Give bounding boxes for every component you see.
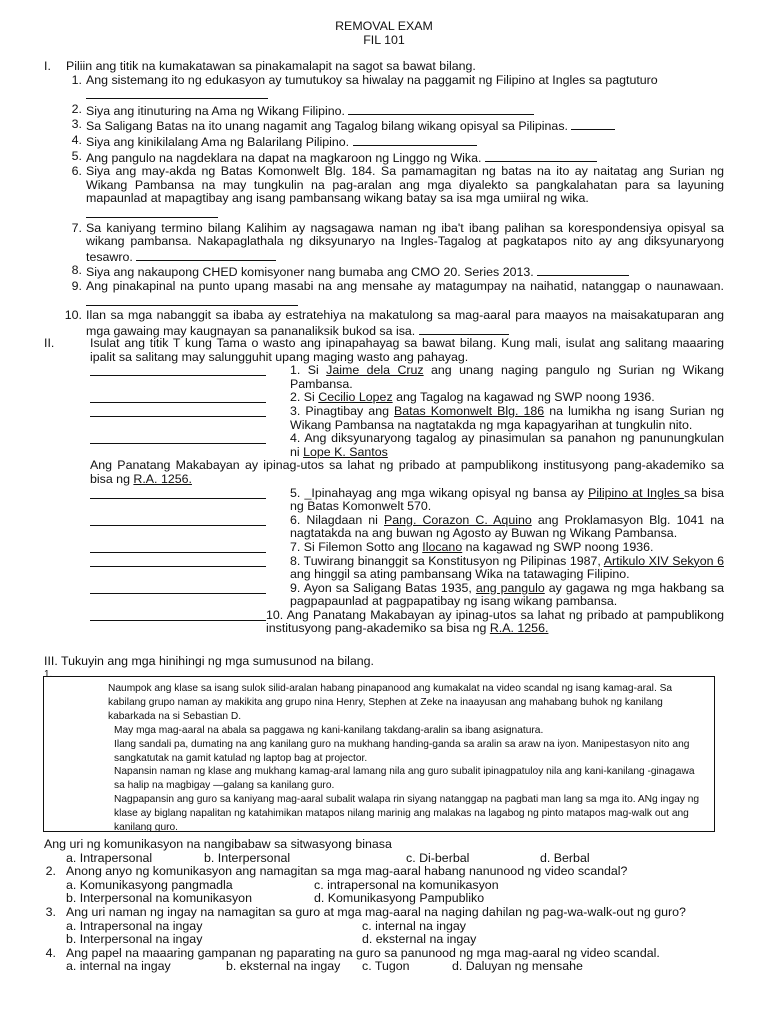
part1-item: [44, 165, 724, 221]
part1-item: [44, 309, 724, 338]
option[interactable]: d. Daluyan ng mensahe: [452, 959, 583, 974]
part1-item: [44, 150, 724, 166]
tf-item: 10. Ang Panatang Makabayan ay ipinag-utos sa lahat ng pribado at pampublikong institusyong pang-akademiko sa bisa ng R.A. 1256.: [44, 609, 724, 636]
item-number: 3.: [71, 117, 82, 132]
q3: 3. Ang uri naman ng ingay na namagitan sa guro at mga mag-aaral na naging dahilan ng pag-wa-walk-out ng guro?: [45, 904, 686, 919]
answer-blank[interactable]: [571, 118, 615, 130]
option[interactable]: b. Interpersonal: [204, 850, 291, 865]
q4-options: [44, 960, 724, 974]
option[interactable]: a. Intrapersonal: [66, 850, 153, 865]
answer-blank[interactable]: [348, 103, 534, 115]
exam-title: REMOVAL EXAM: [335, 19, 433, 33]
underlined-term: Lope K. Santos: [303, 444, 388, 459]
option[interactable]: a. Komunikasyong pangmadla: [66, 877, 233, 892]
stray-statement: Ang Panatang Makabayan ay ipinag-utos sa lahat ng pribado at pampublikong institusyong pang-akademiko sa bisa ng R.A. 1256.: [90, 458, 724, 486]
part1-section: [44, 60, 724, 338]
underlined-term: Pilipino at Ingles: [588, 485, 684, 500]
item-text: Siya ang nakaupong CHED komisyoner nang bumaba ang CMO 20. Series 2013.: [86, 265, 534, 280]
q2-options: [44, 892, 724, 906]
underlined-term: Batas Komonwelt Blg. 186: [394, 403, 545, 418]
item-number: 10.: [64, 308, 82, 323]
part3-marker: 1.: [44, 669, 53, 680]
item-text: Ilan sa mga nabanggit sa ibaba ay estratehiya na makatulong sa mag-aaral para maayos na maisakatuparan ang mga gawaing may kaugnayan sa pananaliksik bukod sa isa.: [86, 308, 724, 338]
tf-item: 7. Si Filemon Sotto ang Ilocano na kagawad ng SWP noong 1936.: [44, 541, 724, 555]
part1-roman: I.: [44, 59, 51, 73]
part1-item: [44, 134, 724, 150]
item-number: 7.: [71, 220, 82, 235]
underlined-term: R.A. 1256.: [133, 471, 192, 486]
option[interactable]: b. Interpersonal na ingay: [66, 932, 203, 947]
exam-header: [0, 19, 768, 47]
tf-item: 2. Si Cecilio Lopez ang Tagalog na kagawad ng SWP noong 1936.: [44, 391, 724, 405]
answer-blank[interactable]: [90, 525, 266, 526]
answer-blank[interactable]: [90, 416, 266, 417]
part1-item: [44, 103, 724, 119]
passage-paragraph: Napansin naman ng klase ang mukhang kamag-aral lamang nila ang guro subalit ipinagpatuloy nila ang kani-kanilang -ginagawa sa halip na magbigay —galang sa kanilang guro.: [114, 766, 695, 792]
answer-blank[interactable]: [86, 206, 218, 218]
option[interactable]: c. intrapersonal na komunikasyon: [314, 877, 499, 892]
q3-options: [44, 920, 724, 934]
item-number: 1.: [71, 72, 82, 87]
answer-blank[interactable]: [90, 566, 266, 567]
answer-blank[interactable]: [90, 498, 266, 499]
exam-subtitle: FIL 101: [363, 33, 405, 47]
tf-item: 1. Si Jaime dela Cruz ang unang naging pangulo ng Surian ng Wikang Pambansa.: [44, 364, 724, 391]
part1-item: [44, 74, 724, 103]
option[interactable]: d. eksternal na ingay: [362, 932, 477, 947]
passage-paragraph: Ilang sandali pa, dumating na ang kanilang guro na mukhang handing-ganda sa aralin sa araw na iyon. Manipestasyon nito ang sangkatutak na gamit katulad ng laptop bag at projector.: [114, 738, 690, 764]
underlined-term: Cecilio Lopez: [318, 390, 393, 405]
q2-text: Anong anyo ng komunikasyon ang namagitan sa mga mag-aaral habang nanunood ng video scandal?: [66, 864, 628, 879]
answer-blank[interactable]: [353, 134, 477, 146]
part1-instruction: Piliin ang titik na kumakatawan sa pinakamalapit na sagot sa bawat bilang.: [66, 59, 476, 73]
option[interactable]: a. Intrapersonal na ingay: [66, 918, 203, 933]
underlined-term: Artikulo XIV Sekyon 6: [603, 553, 724, 568]
part2-section: [44, 337, 724, 636]
answer-blank[interactable]: [136, 249, 276, 261]
underlined-term: ang pangulo: [475, 580, 545, 595]
answer-blank[interactable]: [485, 150, 597, 162]
answer-blank[interactable]: [90, 552, 266, 553]
answer-blank[interactable]: [86, 87, 268, 99]
underlined-term: Jaime dela Cruz: [326, 363, 424, 378]
item-text: Ang pinakapinal na punto upang masabi na ang mensahe ay matagumpay na naihatid, natanggap o naunawaan.: [86, 278, 724, 293]
answer-blank[interactable]: [90, 443, 266, 444]
part2-roman: II.: [44, 336, 55, 350]
part2-instruction-row: [44, 337, 724, 364]
answer-blank[interactable]: [90, 402, 266, 403]
item-text: Ang pangulo na nagdeklara na dapat na magkaroon ng Linggo ng Wika.: [86, 150, 482, 165]
tf-item: 5. _Ipinahayag ang mga wikang opisyal ng bansa ay Pilipino at Ingles sa bisa ng Batas Komonwelt 570.: [44, 487, 724, 514]
part3-questions: [44, 838, 724, 974]
passage-paragraph: May mga mag-aaral na abala sa paggawa ng kani-kanilang takdang-aralin sa ibang asignatura.: [114, 724, 544, 736]
option[interactable]: c. Tugon: [362, 959, 410, 974]
option[interactable]: b. eksternal na ingay: [226, 959, 341, 974]
item-text: Siya ang may-akda ng Batas Komonwelt Blg. 184. Sa pamamagitan ng batas na ito ay naitatag ang Surian ng Wikang Pambansa na may tungkulin na pag-aralan ang mga diyalekto sa pangkalahatan para sa layuning mapaunlad at mapagtibay ang isang pambansang wikang batay sa isa mga umiiral ng wika.: [86, 164, 724, 206]
item-number: 8.: [71, 263, 82, 278]
item-number: 5.: [71, 148, 82, 163]
item-text: Siya ang itinuturing na Ama ng Wikang Filipino.: [86, 103, 345, 118]
item-text: Ang sistemang ito ng edukasyon ay tumutukoy sa hiwalay na paggamit ng Filipino at Ingles sa pagtuturo: [86, 72, 658, 87]
item-number: 2.: [71, 101, 82, 116]
answer-blank[interactable]: [90, 593, 266, 594]
underlined-term: Ilocano: [422, 539, 463, 554]
answer-blank[interactable]: [537, 264, 629, 276]
item-number: 9.: [71, 278, 82, 293]
passage-box: [43, 676, 715, 832]
tf-item: 3. Pinagtibay ang Batas Komonwelt Blg. 186 na lumikha ng isang Surian ng Wikang Pambansa na nagtatakda ng mga kapagyarihan at tungkulin nito.: [44, 405, 724, 432]
q1-text: Ang uri ng komunikasyon na nangibabaw sa sitwasyong binasa: [44, 837, 392, 851]
item-text: Siya ang kinikilalang Ama ng Balarilang Pilipino.: [86, 134, 350, 149]
part1-item: [44, 222, 724, 265]
part3-instruction: III. Tukuyin ang mga hinihingi ng mga sumusunod na bilang.: [44, 654, 374, 668]
answer-blank[interactable]: [90, 375, 266, 376]
item-text: Sa Saligang Batas na ito unang nagamit ang Tagalog bilang wikang opisyal sa Pilipinas.: [86, 119, 568, 134]
part1-item: [44, 280, 724, 309]
part1-item: [44, 118, 724, 134]
option[interactable]: d. Komunikasyong Pampubliko: [314, 891, 485, 906]
part1-instruction-row: [44, 60, 724, 74]
passage-paragraph: Nagpapansin ang guro sa kaniyang mag-aaral subalit walapa rin siyang natanggap na pagbati man lang sa mga ito. ANg ingay ng klase ay biglang napalitan ng katahimikan matapos nilang marinig ang malakas na lagabog ng pinto matapos mag-walk out ang kanilang guro.: [114, 794, 700, 834]
item-number: 4.: [71, 132, 82, 147]
q2: 2. Anong anyo ng komunikasyon ang namagitan sa mga mag-aaral habang nanunood ng video scandal?: [45, 864, 628, 879]
passage-paragraph: Naumpok ang klase sa isang sulok silid-aralan habang pinapanood ang kumakalat na video scandal ng isang kamag-aral. Sa kabilang grupo naman ay makikita ang grupo nina Henry, Stephen at Zeke na inaayusan ang mahabang buhok ng kanilang kabarkada na si Sebastian D.: [108, 683, 673, 722]
tf-item: 4. Ang diksyunaryong tagalog ay pinasimulan sa panahon ng panunungkulan ni Lope K. Santos: [44, 432, 724, 459]
option[interactable]: c. internal na ingay: [362, 918, 467, 933]
option[interactable]: d. Berbal: [540, 850, 590, 865]
item-text: Sa kaniyang termino bilang Kalihim ay nagsagawa naman ng iba't ibang palihan sa korespondensiya opisyal sa wikang pambansa. Nakapaglathala ng diksyunaryo na Ingles-Tagalog at pagkatapos nito ay ang diksyunaryong tesawro.: [86, 220, 724, 264]
q3-text: Ang uri naman ng ingay na namagitan sa guro at mga mag-aaral na naging dahilan ng pag-wa-walk-out ng guro?: [66, 904, 686, 919]
q4: 4. Ang papel na maaaring gampanan ng paparating na guro sa panunood ng mga mag-aaral ng video scandal.: [45, 945, 660, 960]
option[interactable]: c. Di-berbal: [406, 850, 470, 865]
underlined-term: R.A. 1256.: [489, 621, 549, 636]
option[interactable]: b. Interpersonal na komunikasyon: [66, 891, 252, 906]
tf-item: 8. Tuwirang binanggit sa Konstitusyon ng Pilipinas 1987, Artikulo XIV Sekyon 6 ang hinggil sa ating pambansang Wika na tatawaging Filipino.: [44, 555, 724, 582]
q3-options: [44, 933, 724, 947]
q4-text: Ang papel na maaaring gampanan ng paparating na guro sa panunood ng mga mag-aaral ng video scandal.: [66, 945, 660, 960]
part2-instruction: Isulat ang titik T kung Tama o wasto ang ipinapahayag sa bawat bilang. Kung mali, isulat ang salitang maaaring ipalit sa salitang may salungguhit upang maging wasto ang pahayag.: [90, 336, 724, 364]
tf-item: 9. Ayon sa Saligang Batas 1935, ang pangulo ay gagawa ng mga hakbang sa pagpapaunlad at pagpapatibay ng isang wikang pambansa.: [44, 582, 724, 609]
answer-blank[interactable]: [86, 294, 298, 306]
tf-item: 6. Nilagdaan ni Pang. Corazon C. Aquino ang Proklamasyon Blg. 1041 na nagtatakda na ang buwan ng Agosto ay Buwan ng Wikang Pambansa.: [44, 514, 724, 541]
q1-options: [44, 852, 724, 866]
option[interactable]: a. internal na ingay: [66, 959, 171, 974]
item-number: 6.: [71, 164, 82, 179]
answer-blank[interactable]: [90, 620, 266, 621]
underlined-term: Pang. Corazon C. Aquino: [384, 512, 532, 527]
q2-options: [44, 879, 724, 893]
part1-item: [44, 264, 724, 280]
answer-blank[interactable]: [419, 323, 509, 335]
